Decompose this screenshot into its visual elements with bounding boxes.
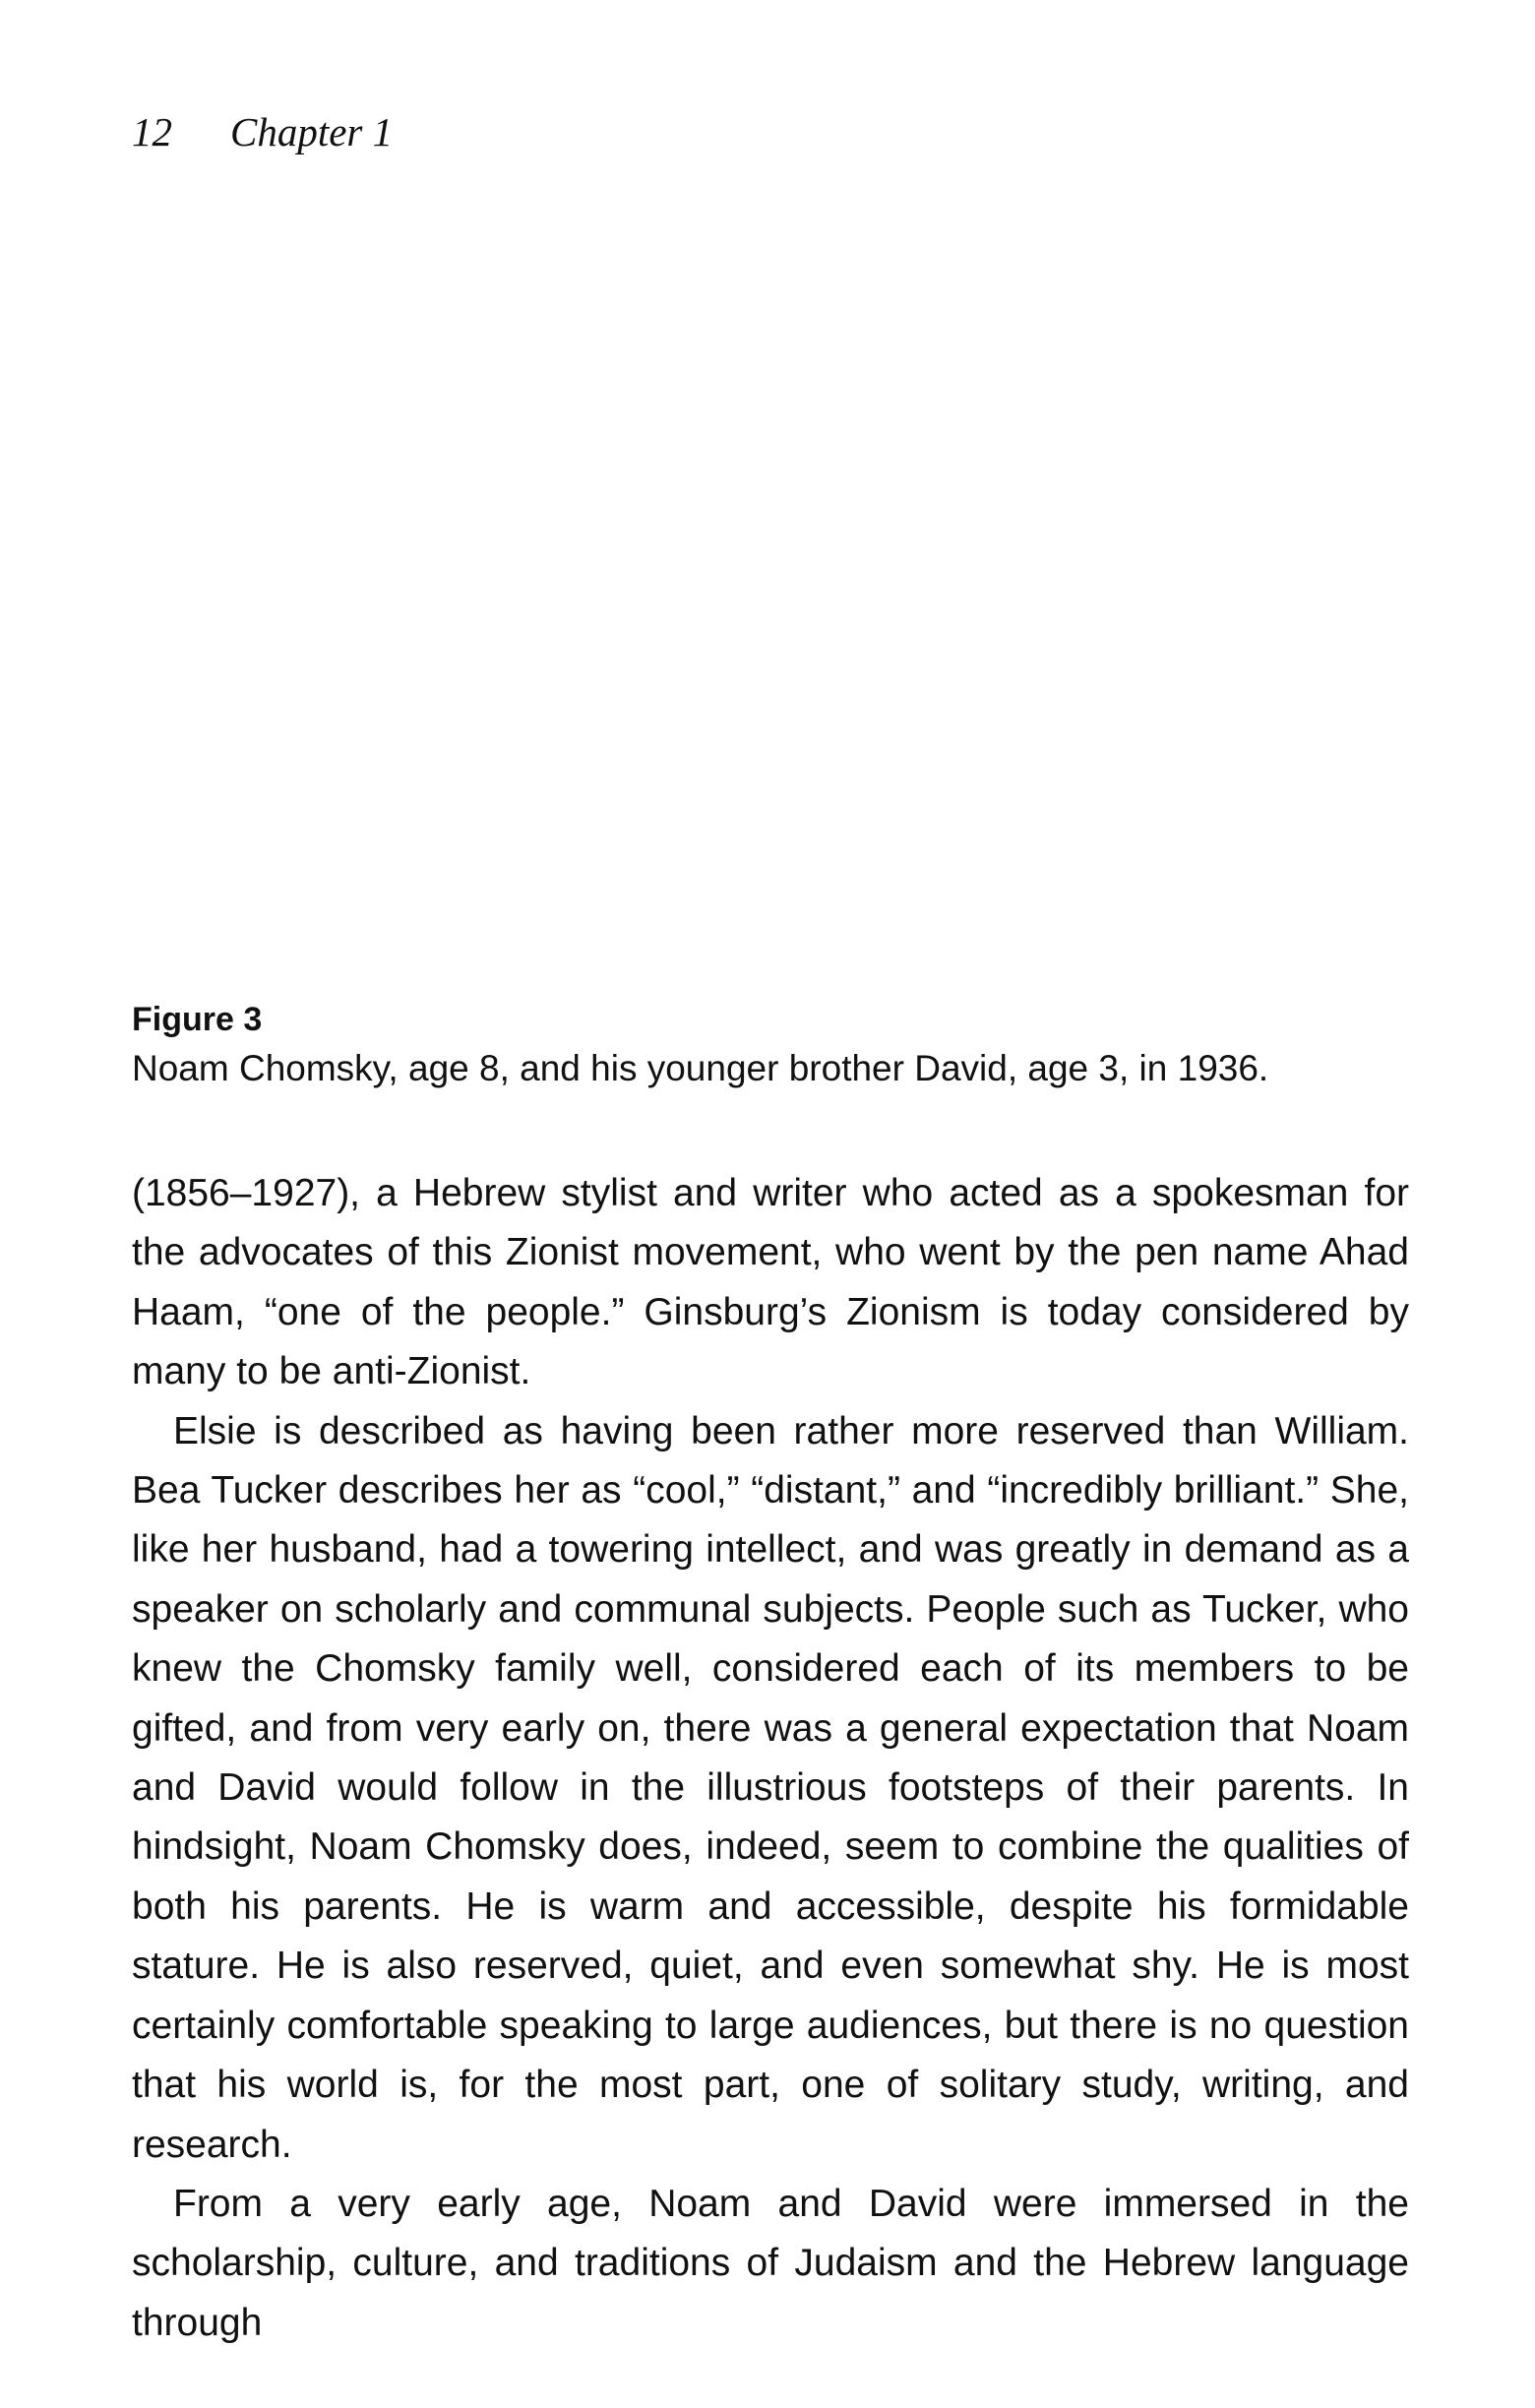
figure-caption-text: Noam Chomsky, age 8, and his younger brother David, age 3, in 1936. [132,1048,1269,1088]
chapter-title: Chapter 1 [230,109,394,154]
figure-label: Figure 3 [132,1001,263,1038]
body-text [132,1164,1409,2353]
figure-caption [132,996,1411,1092]
paragraph-1: (1856–1927), a Hebrew stylist and writer who acted as a spokesman for the advocates of this Zionist movement, who went by the pen name Ahad Haam, “one of the people.” Ginsburg’s Zionism is today considered by many to be anti-Zionist. [132,1172,1409,1393]
paragraph-2: Elsie is described as having been rather more reserved than William. Bea Tucker describes her as “cool,” “distant,” and “incredibly brilliant.” She, like her husband, had a towering intellect, and was greatly in demand as a speaker on scholarly and communal subjects. People such as Tucker, who knew the Chomsky family well, considered each of its members to be gifted, and from very early on, there was a general expectation that Noam and David would follow in the illustrious footsteps of their parents. In hindsight, Noam Chomsky does, indeed, seem to combine the qualities of both his parents. He is warm and accessible, despite his formidable stature. He is also reserved, quiet, and even somewhat shy. He is most certainly comfortable speaking to large audiences, but there is no question that his world is, for the most part, one of solitary study, writing, and research. [132,1409,1409,2166]
page-number: 12 [132,109,172,154]
figure-photo-area [132,216,1411,964]
paragraph-3: From a very early age, Noam and David were immersed in the scholarship, culture, and traditions of Judaism and the Hebrew language through [132,2182,1409,2344]
running-head [132,106,393,157]
